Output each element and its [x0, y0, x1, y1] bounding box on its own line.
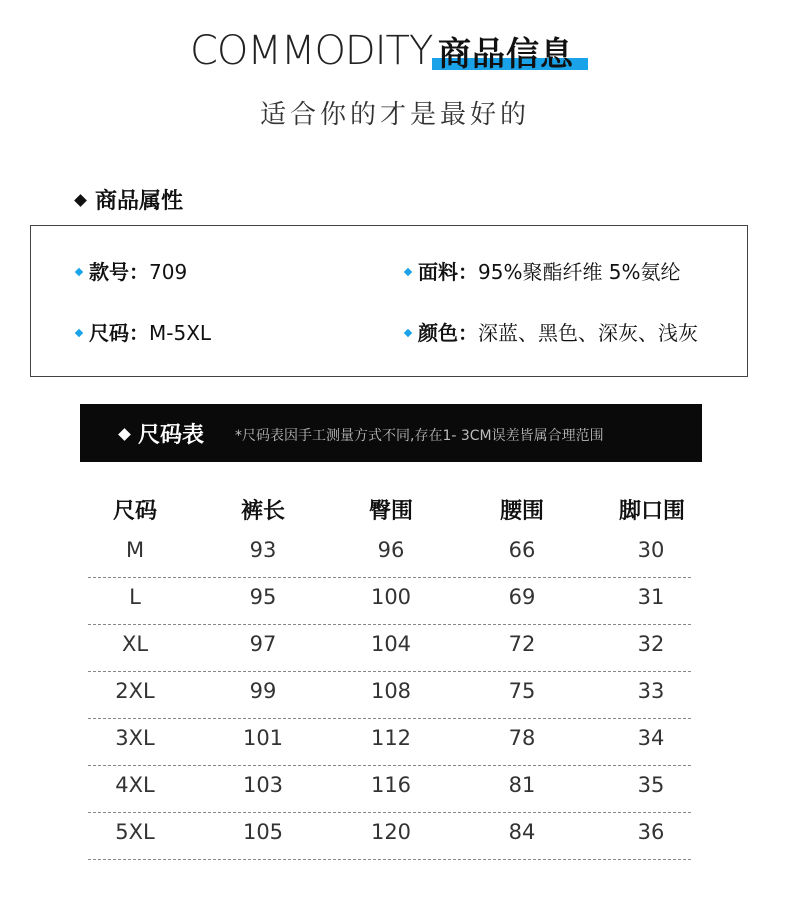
cell-length: 93 [249, 538, 277, 562]
table-row [88, 530, 691, 578]
cell-size: XL [121, 632, 149, 656]
attr-value: 709 [149, 260, 188, 284]
cell-size: 3XL [115, 726, 155, 750]
table-row [88, 812, 691, 860]
header-waist: 腰围 [499, 499, 544, 524]
table-row [88, 577, 691, 625]
table-row [88, 765, 691, 813]
table-row [88, 671, 691, 719]
blue-diamond-icon [75, 328, 83, 336]
cell-hem: 34 [637, 726, 665, 750]
cell-waist: 78 [508, 726, 536, 750]
cell-hem: 30 [637, 538, 665, 562]
blue-diamond-icon [404, 328, 412, 336]
cell-hem: 32 [637, 632, 665, 656]
attr-key: 款号： [89, 260, 149, 284]
attr-value: 深蓝、黑色、深灰、浅灰 [478, 321, 698, 345]
attr-style-number [76, 256, 187, 285]
blue-diamond-icon [404, 267, 412, 275]
cell-hip: 100 [370, 585, 412, 609]
cell-length: 97 [249, 632, 277, 656]
header-length: 裤长 [240, 499, 285, 524]
cell-length: 103 [242, 773, 284, 797]
attr-value: 95%聚酯纤维 5%氨纶 [478, 260, 681, 284]
cell-size: 5XL [115, 820, 155, 844]
attributes-title-text: 商品属性 [95, 189, 184, 214]
cell-size: 4XL [115, 773, 155, 797]
header-hem: 脚口围 [618, 499, 685, 524]
white-diamond-icon [118, 428, 131, 441]
title-cn-block [432, 28, 588, 72]
attributes-box [30, 225, 748, 377]
diamond-bullet-icon [74, 194, 87, 207]
cell-length: 101 [242, 726, 284, 750]
table-row [88, 718, 691, 766]
attributes-section-title [76, 184, 183, 215]
header-hip: 臀围 [368, 499, 413, 524]
cell-hem: 35 [637, 773, 665, 797]
cell-length: 95 [249, 585, 277, 609]
cell-hem: 36 [637, 820, 665, 844]
cell-waist: 81 [508, 773, 536, 797]
attr-key: 颜色： [418, 321, 478, 345]
cell-size: M [125, 538, 145, 562]
title-en: COMMODITY [190, 28, 433, 74]
cell-length: 105 [242, 820, 284, 844]
size-chart-bar [80, 404, 702, 462]
attr-size [76, 317, 211, 346]
cell-waist: 69 [508, 585, 536, 609]
attr-color [405, 317, 698, 346]
attr-value: M-5XL [149, 321, 212, 345]
header-size: 尺码 [112, 499, 157, 524]
cell-hem: 31 [637, 585, 665, 609]
cell-hip: 120 [370, 820, 412, 844]
cell-hip: 116 [370, 773, 412, 797]
attr-key: 尺码： [89, 321, 149, 345]
cell-hem: 33 [637, 679, 665, 703]
title-cn: 商品信息 [438, 34, 574, 73]
cell-waist: 84 [508, 820, 536, 844]
cell-hip: 96 [377, 538, 405, 562]
cell-length: 99 [249, 679, 277, 703]
cell-size: 2XL [115, 679, 155, 703]
cell-waist: 72 [508, 632, 536, 656]
size-table-header [70, 494, 720, 528]
size-chart-title: 尺码表 [138, 423, 205, 448]
attr-key: 面料： [418, 260, 478, 284]
cell-waist: 75 [508, 679, 536, 703]
cell-waist: 66 [508, 538, 536, 562]
attr-fabric [405, 256, 681, 285]
blue-diamond-icon [75, 267, 83, 275]
subtitle: 适合你的才是最好的 [259, 100, 530, 130]
size-chart-note: *尺码表因手工测量方式不同,存在1- 3CM误差皆属合理范围 [235, 428, 604, 444]
cell-hip: 108 [370, 679, 412, 703]
cell-hip: 104 [370, 632, 412, 656]
cell-size: L [129, 585, 141, 609]
table-row [88, 624, 691, 672]
cell-hip: 112 [370, 726, 412, 750]
